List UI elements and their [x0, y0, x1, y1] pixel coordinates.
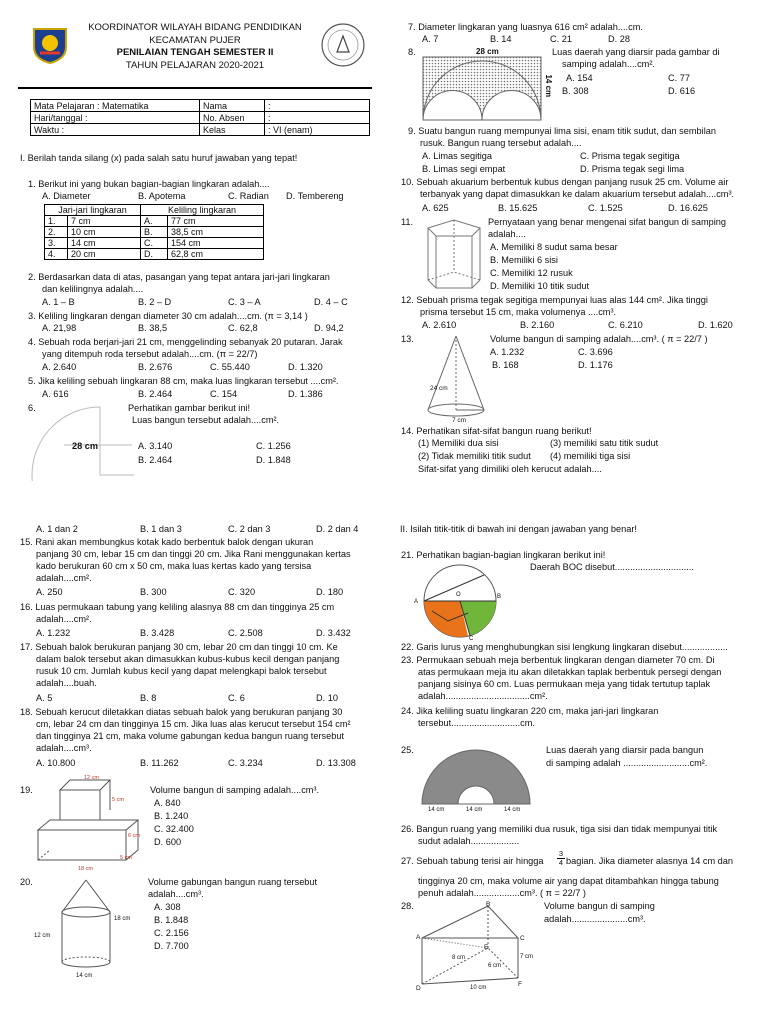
- q11-text-2: adalah....: [488, 229, 526, 239]
- q28-dim-10: 10 cm: [470, 985, 487, 991]
- q28-dim-7: 7 cm: [520, 954, 534, 960]
- table-cell: 77 cm: [168, 216, 264, 227]
- q12-option-b[interactable]: B. 2.160: [520, 320, 555, 330]
- q11-option-d[interactable]: D. Memiliki 10 titik sudut: [490, 281, 590, 291]
- q14-property-4: (4) memiliki tiga sisi: [550, 451, 631, 461]
- table-cell: 10 cm: [68, 227, 141, 238]
- q11-pentagonal-prism: [424, 218, 484, 299]
- q20-dim-14: 14 cm: [76, 973, 93, 979]
- header-divider: [18, 87, 372, 89]
- info-nama-label: Nama: [200, 100, 265, 112]
- q20-option-c[interactable]: C. 2.156: [154, 928, 189, 938]
- table-cell: 2.: [45, 227, 68, 238]
- q3-option-b[interactable]: B. 38,5: [138, 323, 168, 333]
- q25-segment-3: 14 cm: [504, 807, 521, 813]
- q3-text: 3. Keliling lingkaran dengan diameter 30 cm adalah....cm. (π = 3,14 ): [28, 311, 308, 321]
- q21-point-o: O: [456, 592, 461, 598]
- q18-text-1: 18. Sebuah kerucut diletakkan diatas sebuah balok yang berukuran panjang 30: [20, 707, 343, 717]
- q8-width-label: 28 cm: [476, 47, 499, 56]
- q6-dimension: 28 cm: [72, 441, 99, 451]
- q2-option-d[interactable]: D. 4 – C: [314, 297, 348, 307]
- q12-text-1: 12. Sebuah prisma tegak segitiga mempunyai luas alas 144 cm². Jika tinggi: [401, 295, 708, 305]
- q8-option-d[interactable]: D. 616: [668, 86, 696, 96]
- q13-option-b[interactable]: B. 168: [492, 360, 519, 370]
- q14-property-3: (3) memiliki satu titik sudut: [550, 438, 659, 448]
- q10-option-b[interactable]: B. 15.625: [498, 203, 538, 213]
- q11-option-b[interactable]: B. Memiliki 6 sisi: [490, 255, 558, 265]
- q17-text-3: rusuk 10 cm. Jumlah kubus kecil yang dapat melengkapi balok tersebut: [36, 666, 327, 676]
- q9-text-2: rusuk. Bangun ruang tersebut adalah....: [420, 138, 582, 148]
- q19-dim-18: 18 cm: [78, 866, 93, 872]
- q17-option-b[interactable]: B. 8: [140, 693, 157, 703]
- info-kelas-label: Kelas: [200, 124, 265, 136]
- q8-text-1: Luas daerah yang diarsir pada gambar di: [552, 47, 720, 57]
- info-kelas-value: : VI (enam): [265, 124, 370, 136]
- table-cell: 38,5 cm: [168, 227, 264, 238]
- q27-text-1b: bagian. Jika diameter alasnya 14 cm dan: [566, 856, 734, 866]
- q10-option-d[interactable]: D. 16.625: [668, 203, 708, 213]
- q19-dim-5a: 5 cm: [112, 797, 124, 803]
- table-cell: 154 cm: [168, 238, 264, 249]
- q2-option-b[interactable]: B. 2 – D: [138, 297, 172, 307]
- q28-point-b: B: [486, 901, 491, 908]
- q18-text-3: dan tingginya 21 cm, maka volume gabungan kedua bangun ruang tersebut: [36, 731, 344, 741]
- q15-text-4: adalah....cm².: [36, 573, 92, 583]
- q27-denominator: 4: [558, 858, 564, 867]
- q5-option-b[interactable]: B. 2.464: [138, 389, 173, 399]
- table-cell: 62,8 cm: [168, 249, 264, 260]
- table-cell: 7 cm: [68, 216, 141, 227]
- q13-option-a[interactable]: A. 1.232: [490, 347, 525, 357]
- q6-number: 6.: [28, 403, 36, 413]
- q28-point-c: C: [520, 935, 525, 942]
- q12-option-a[interactable]: A. 2.610: [422, 320, 457, 330]
- q3-option-a[interactable]: A. 21,98: [42, 323, 77, 333]
- q5-option-d[interactable]: D. 1.386: [288, 389, 323, 399]
- q9-option-a[interactable]: A. Limas segitiga: [422, 151, 492, 161]
- q27-text-3[interactable]: penuh adalah..................cm³. ( π = 22/7 ): [418, 888, 586, 898]
- q21-circle-figure: [418, 563, 502, 648]
- q12-option-c[interactable]: C. 6.210: [608, 320, 643, 330]
- q20-option-a[interactable]: A. 308: [154, 902, 181, 912]
- q1-option-c[interactable]: C. Radian: [228, 191, 269, 201]
- table-header-jari: Jari-jari lingkaran: [45, 205, 141, 216]
- q18-text-4: adalah....cm³.: [36, 743, 92, 753]
- header-line-4: TAHUN PELAJARAN 2020-2021: [125, 59, 265, 71]
- info-absen-label: No. Absen: [200, 112, 265, 124]
- q1-option-d[interactable]: D. Tembereng: [286, 191, 344, 201]
- q13-number: 13.: [401, 334, 414, 344]
- q19-text: Volume bangun di samping adalah....cm³.: [150, 785, 320, 795]
- table-cell: 3.: [45, 238, 68, 249]
- school-logo: [30, 25, 70, 65]
- q27-fraction: [557, 850, 565, 867]
- q4-option-a[interactable]: A. 2.640: [42, 362, 77, 372]
- q21-text-2[interactable]: Daerah BOC disebut...............................: [530, 562, 694, 572]
- q13-radius-label: 7 cm: [452, 417, 467, 424]
- q20-cone-cylinder: [56, 878, 116, 979]
- q27-text-1a: 27. Sebuah tabung terisi air hingga: [401, 856, 544, 866]
- q17-option-d[interactable]: D. 10: [316, 693, 338, 703]
- q25-text-1: Luas daerah yang diarsir pada bangun: [546, 745, 704, 755]
- q20-option-b[interactable]: B. 1.848: [154, 915, 189, 925]
- q20-text-2: adalah....cm³.: [148, 889, 204, 899]
- q16-text-1: 16. Luas permukaan tabung yang keliling alasnya 88 cm dan tingginya 25 cm: [20, 602, 335, 612]
- q7-option-b[interactable]: B. 14: [490, 34, 512, 44]
- q17-option-c[interactable]: C. 6: [228, 693, 245, 703]
- q25-text-2[interactable]: di samping adalah ..........................cm².: [546, 758, 708, 768]
- q13-option-d[interactable]: D. 1.176: [578, 360, 613, 370]
- q8-option-b[interactable]: B. 308: [562, 86, 589, 96]
- q17-text-1: 17. Sebuah balok berukuran panjang 30 cm, lebar 20 cm dan tinggi 10 cm. Ke: [20, 642, 338, 652]
- q7-option-d[interactable]: D. 28: [608, 34, 630, 44]
- q18-option-a[interactable]: A. 10.800: [36, 758, 76, 768]
- q6-option-a[interactable]: A. 3.140: [138, 441, 173, 451]
- q18-option-d[interactable]: D. 13.308: [316, 758, 356, 768]
- q10-text-1: 10. Sebuah akuarium berbentuk kubus dengan panjang rusuk 25 cm. Volume air: [401, 177, 729, 187]
- q8-number: 8.: [408, 47, 416, 57]
- q7-text: 7. Diameter lingkaran yang luasnya 616 cm² adalah....cm.: [408, 22, 643, 32]
- q2-option-c[interactable]: C. 3 – A: [228, 297, 261, 307]
- q19-option-a[interactable]: A. 840: [154, 798, 181, 808]
- q11-option-a[interactable]: A. Memiliki 8 sudut sama besar: [490, 242, 618, 252]
- q10-option-a[interactable]: A. 625: [422, 203, 449, 213]
- q6-option-c[interactable]: C. 1.256: [256, 441, 291, 451]
- q4-option-c[interactable]: C. 55.440: [210, 362, 250, 372]
- q3-option-d[interactable]: D. 94,2: [314, 323, 344, 333]
- q17-option-a[interactable]: A. 5: [36, 693, 53, 703]
- q28-dim-8: 8 cm: [452, 955, 466, 961]
- q24-text-2[interactable]: tersebut...........................cm.: [418, 718, 535, 728]
- table-header-keliling: Keliling lingkaran: [141, 205, 264, 216]
- q23-text-1: 23. Permukaan sebuah meja berbentuk lingkaran dengan diameter 70 cm. Di: [401, 655, 715, 665]
- q6-text-2: Luas bangun tersebut adalah....cm².: [132, 415, 280, 425]
- q28-point-d: D: [416, 985, 421, 992]
- q13-height-label: 24 cm: [430, 385, 448, 392]
- q2-text-2: dan kelilingnya adalah....: [42, 284, 144, 294]
- q6-option-b[interactable]: B. 2.464: [138, 455, 173, 465]
- q8-option-c[interactable]: C. 77: [668, 73, 690, 83]
- q11-text-1: Pernyataan yang benar mengenai sifat bangun di samping: [488, 217, 727, 227]
- q4-text-2: yang ditempuh roda tersebut adalah....cm. (π = 22/7): [42, 349, 258, 359]
- student-info-table: [30, 99, 370, 136]
- q28-text-2[interactable]: adalah......................cm³.: [544, 914, 646, 924]
- q17-text-4: adalah....buah.: [36, 678, 97, 688]
- q5-text: 5. Jika keliling sebuah lingkaran 88 cm, maka luas lingkaran tersebut ....cm².: [28, 376, 339, 386]
- q8-option-a[interactable]: A. 154: [566, 73, 593, 83]
- table-cell: 1.: [45, 216, 68, 227]
- q1-option-a[interactable]: A. Diameter: [42, 191, 91, 201]
- q9-option-c[interactable]: C. Prisma tegak segitiga: [580, 151, 680, 161]
- q5-option-c[interactable]: C. 154: [210, 389, 238, 399]
- q2-text-1: 2. Berdasarkan data di atas, pasangan yang tepat antara jari-jari lingkaran: [28, 272, 330, 282]
- info-absen-field[interactable]: :: [265, 112, 370, 124]
- q14-option-c[interactable]: C. 2 dan 3: [228, 524, 271, 534]
- q15-text-1: 15. Rani akan membungkus kotak kado berbentuk balok dengan ukuran: [20, 537, 314, 547]
- q19-option-b[interactable]: B. 1.240: [154, 811, 189, 821]
- table-cell: 20 cm: [68, 249, 141, 260]
- q26-text-1: 26. Bangun ruang yang memiliki dua rusuk, tiga sisi dan tidak mempunyai titik: [401, 824, 718, 834]
- q21-point-b: B: [497, 594, 502, 600]
- q8-text-2: samping adalah....cm².: [562, 59, 655, 69]
- q14-option-d[interactable]: D. 2 dan 4: [316, 524, 359, 534]
- info-hari[interactable]: Hari/tanggal :: [31, 112, 200, 124]
- q20-dim-18: 18 cm: [114, 916, 131, 922]
- q8-height-label: 14 cm: [544, 74, 554, 98]
- q16-option-d[interactable]: D. 3.432: [316, 628, 351, 638]
- q3-option-c[interactable]: C. 62,8: [228, 323, 258, 333]
- q13-option-c[interactable]: C. 3.696: [578, 347, 613, 357]
- q15-option-d[interactable]: D. 180: [316, 587, 344, 597]
- q23-text-4[interactable]: adalah.................................cm².: [418, 691, 548, 701]
- q14-text: 14. Perhatikan sifat-sifat bangun ruang berikut!: [401, 426, 592, 436]
- q20-option-d[interactable]: D. 7.700: [154, 941, 189, 951]
- header-line-1: KOORDINATOR WILAYAH BIDANG PENDIDIKAN: [88, 22, 302, 33]
- q20-dim-12: 12 cm: [34, 933, 51, 939]
- q20-number: 20.: [20, 877, 33, 887]
- table-cell: A.: [141, 216, 168, 227]
- q23-text-2: atas permukaan meja itu akan diletakkan taplak berbentuk persegi dengan: [418, 667, 722, 677]
- q28-number: 28.: [401, 901, 414, 911]
- table-cell: B.: [141, 227, 168, 238]
- q13-text: Volume bangun di samping adalah....cm³. ( π = 22/7 ): [490, 334, 708, 344]
- q16-option-b[interactable]: B. 3.428: [140, 628, 175, 638]
- q9-option-d[interactable]: D. Prisma tegak segi lima: [580, 164, 685, 174]
- q28-text-1: Volume bangun di samping: [544, 901, 655, 911]
- q10-option-c[interactable]: C. 1.525: [588, 203, 623, 213]
- q28-point-a: A: [416, 934, 421, 941]
- info-waktu[interactable]: Waktu :: [31, 124, 200, 136]
- q16-option-a[interactable]: A. 1.232: [36, 628, 71, 638]
- q25-number: 25.: [401, 745, 414, 755]
- q19-dim-5b: 5 cm: [120, 855, 132, 861]
- q25-segment-1: 14 cm: [428, 807, 445, 813]
- section-1-instruction: I. Berilah tanda silang (x) pada salah satu huruf jawaban yang tepat!: [20, 153, 298, 163]
- q28-point-e: E: [484, 944, 489, 951]
- q9-text-1: 9. Suatu bangun ruang mempunyai lima sisi, enam titik sudut, dan sembilan: [408, 126, 716, 136]
- q14-property-1: (1) Memiliki dua sisi: [418, 438, 499, 448]
- q14-option-a[interactable]: A. 1 dan 2: [36, 524, 78, 534]
- section-2-instruction: II. Isilah titik-titik di bawah ini dengan jawaban yang benar!: [400, 524, 637, 534]
- q6-option-d[interactable]: D. 1.848: [256, 455, 291, 465]
- q19-number: 19.: [20, 785, 33, 795]
- q25-half-annulus: [420, 742, 532, 811]
- q9-option-b[interactable]: B. Limas segi empat: [422, 164, 506, 174]
- q15-text-3: kado berukuran 60 cm x 50 cm, maka luas kertas kado yang tersisa: [36, 561, 312, 571]
- q15-option-b[interactable]: B. 300: [140, 587, 167, 597]
- tut-wuri-logo: [320, 22, 366, 68]
- q27-numerator: 3: [558, 849, 564, 858]
- q15-option-a[interactable]: A. 250: [36, 587, 63, 597]
- q11-option-c[interactable]: C. Memiliki 12 rusuk: [490, 268, 573, 278]
- q28-point-f: F: [518, 981, 522, 988]
- q4-option-d[interactable]: D. 1.320: [288, 362, 323, 372]
- q18-option-c[interactable]: C. 3.234: [228, 758, 263, 768]
- q19-dim-12: 12 cm: [84, 775, 99, 781]
- q26-text-2[interactable]: sudut adalah...................: [418, 836, 520, 846]
- table-cell: 4.: [45, 249, 68, 260]
- q24-text-1: 24. Jika keliling suatu lingkaran 220 cm, maka jari-jari lingkaran: [401, 706, 659, 716]
- q1-option-b[interactable]: B. Apotema: [138, 191, 186, 201]
- q21-text-1: 21. Perhatikan bagian-bagian lingkaran berikut ini!: [401, 550, 606, 560]
- q1-text: 1. Berikut ini yang bukan bagian-bagian lingkaran adalah....: [28, 179, 270, 189]
- q8-figure: [422, 56, 542, 127]
- q2-option-a[interactable]: A. 1 – B: [42, 297, 75, 307]
- header-line-2: KECAMATAN PUJER: [149, 34, 241, 46]
- q4-text-1: 4. Sebuah roda berjari-jari 21 cm, menggelinding sebanyak 20 putaran. Jarak: [28, 337, 343, 347]
- q12-option-d[interactable]: D. 1.620: [698, 320, 733, 330]
- radius-table: [44, 204, 264, 260]
- q12-text-2: prisma tersebut 15 cm, maka volumenya ....cm³.: [420, 307, 617, 317]
- q11-number: 11.: [401, 217, 414, 227]
- q16-text-2: adalah....cm².: [36, 614, 92, 624]
- q7-option-a[interactable]: A. 7: [422, 34, 439, 44]
- header-line-3: PENILAIAN TENGAH SEMESTER II: [116, 47, 274, 58]
- q17-text-2: dalam balok tersebut akan dimasukkan kubus-kubus kecil dengan panjang: [36, 654, 340, 664]
- q14-option-b[interactable]: B. 1 dan 3: [140, 524, 182, 534]
- table-cell: D.: [141, 249, 168, 260]
- q18-option-b[interactable]: B. 11.262: [140, 758, 179, 768]
- info-mapel: Mata Pelajaran : Matematika: [31, 100, 200, 112]
- q23-text-3: panjang sisinya 60 cm. Luas permukaan meja yang tidak tertutup taplak: [418, 679, 711, 689]
- q4-option-b[interactable]: B. 2.676: [138, 362, 173, 372]
- q10-text-2: terbanyak yang dapat dimasukkan ke dalam akuarium tersebut adalah....cm³.: [420, 189, 735, 199]
- q19-dim-6: 6 cm: [128, 833, 140, 839]
- q25-segment-2: 14 cm: [466, 807, 483, 813]
- q15-text-2: panjang 30 cm, lebar 15 cm dan tinggi 20 cm. Jika Rani menggunakan kertas: [36, 549, 351, 559]
- q5-option-a[interactable]: A. 616: [42, 389, 69, 399]
- q14-property-2: (2) Tidak memiliki titik sudut: [418, 451, 531, 461]
- info-nama-field[interactable]: :: [265, 100, 370, 112]
- q19-option-d[interactable]: D. 600: [154, 837, 182, 847]
- q14-question: Sifat-sifat yang dimiliki oleh kerucut adalah....: [418, 464, 602, 474]
- q19-option-c[interactable]: C. 32.400: [154, 824, 194, 834]
- q6-text-1: Perhatikan gambar berikut ini!: [128, 403, 251, 413]
- table-cell: 14 cm: [68, 238, 141, 249]
- q18-text-2: cm, lebar 24 cm dan tingginya 15 cm. Jika luas alas kerucut tersebut 154 cm²: [36, 719, 351, 729]
- q21-point-c: C: [469, 636, 474, 642]
- q15-option-c[interactable]: C. 320: [228, 587, 256, 597]
- table-cell: C.: [141, 238, 168, 249]
- q27-text-2: tingginya 20 cm, maka volume air yang dapat ditambahkan hingga tabung: [418, 876, 719, 886]
- q16-option-c[interactable]: C. 2.508: [228, 628, 263, 638]
- q28-dim-6: 6 cm: [488, 963, 502, 969]
- q21-point-a: A: [414, 599, 419, 605]
- q20-text-1: Volume gabungan bangun ruang tersebut: [148, 877, 318, 887]
- q7-option-c[interactable]: C. 21: [550, 34, 572, 44]
- q22-text[interactable]: 22. Garis lurus yang menghubungkan sisi lengkung lingkaran disebut..................: [401, 642, 728, 652]
